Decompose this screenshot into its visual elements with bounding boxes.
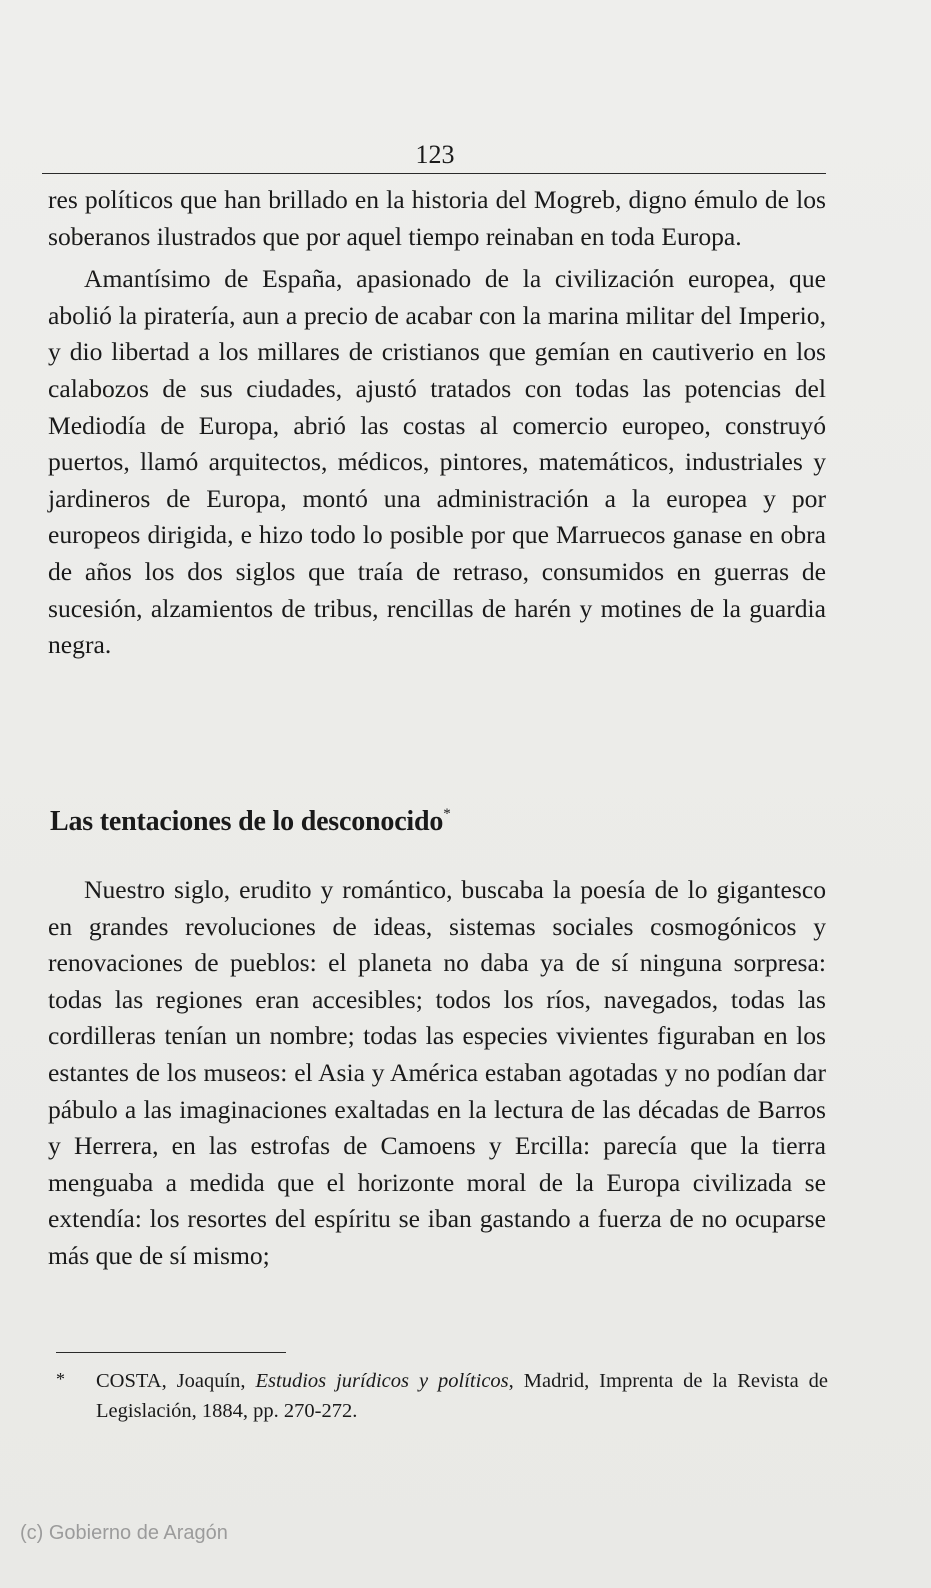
footnote-title: Estudios jurídicos y políticos: [255, 1370, 509, 1392]
footnote-rest: , Madrid, Imprenta de la Revista de Legislación, 1884, pp. 270-272.: [96, 1370, 829, 1422]
header-rule: [42, 173, 826, 174]
section-heading-text: Las tentaciones de lo desconocido: [50, 806, 444, 837]
paragraph-nuestro-siglo: Nuestro siglo, erudito y romántico, buscaba la poesía de lo gigantesco en grandes revoluciones de ideas, sistemas sociales cosmogónicos y renovaciones de pueblos: el planeta no daba ya de sí ninguna sorpresa: todas las regiones eran accesibles; todos los ríos, navegados, todas las cordilleras tenían un nombre; todas las especies vivientes figuraban en los estantes de los museos: el Asia y América estaban agotadas y no podían dar pábulo a las imaginaciones exaltadas en la lectura de las décadas de Barros y Herrera, en las estrofas de Camoens y Ercilla: parecía que la tierra menguaba a medida que el horizonte moral de la Europa civilizada se extendía: los resortes del espíritu se iban gastando a fuerza de no ocuparse más que de sí mismo;: [48, 875, 826, 1270]
footnote-author: COSTA, Joaquín,: [96, 1370, 246, 1392]
footnote-text: [96, 1366, 828, 1426]
copyright-watermark: (c) Gobierno de Aragón: [20, 1522, 228, 1544]
footnote-rule: [56, 1352, 286, 1353]
footnote-mark: *: [56, 1369, 65, 1389]
footnote: [56, 1366, 828, 1426]
section-1-text: [48, 182, 826, 664]
paragraph-amantisimo: Amantísimo de España, apasionado de la civilización europea, que abolió la piratería, aun a precio de acabar con la marina militar del Imperio, y dio libertad a los millares de cristianos que gemían en cautiverio en los calabozos de sus ciudades, ajustó tratados con todas las potencias del Mediodía de Europa, abrió las costas al comercio europeo, construyó puertos, llamó arquitectos, médicos, pintores, matemáticos, industriales y jardineros de Europa, montó una administración a la europea y por europeos dirigida, e hizo todo lo posible por que Marruecos ganase en obra de años los dos siglos que traía de retraso, consumidos en guerras de sucesión, alzamientos de tribus, rencillas de harén y motines de la guardia negra.: [48, 264, 826, 660]
footnote-reference: *: [443, 806, 451, 822]
paragraph-continuation: res políticos que han brillado en la historia del Mogreb, digno émulo de los soberanos ilustrados que por aquel tiempo reinaban en toda Europa.: [48, 185, 826, 251]
page-number: 123: [415, 140, 455, 169]
section-2-text: [48, 872, 826, 1275]
section-heading: [50, 806, 826, 838]
